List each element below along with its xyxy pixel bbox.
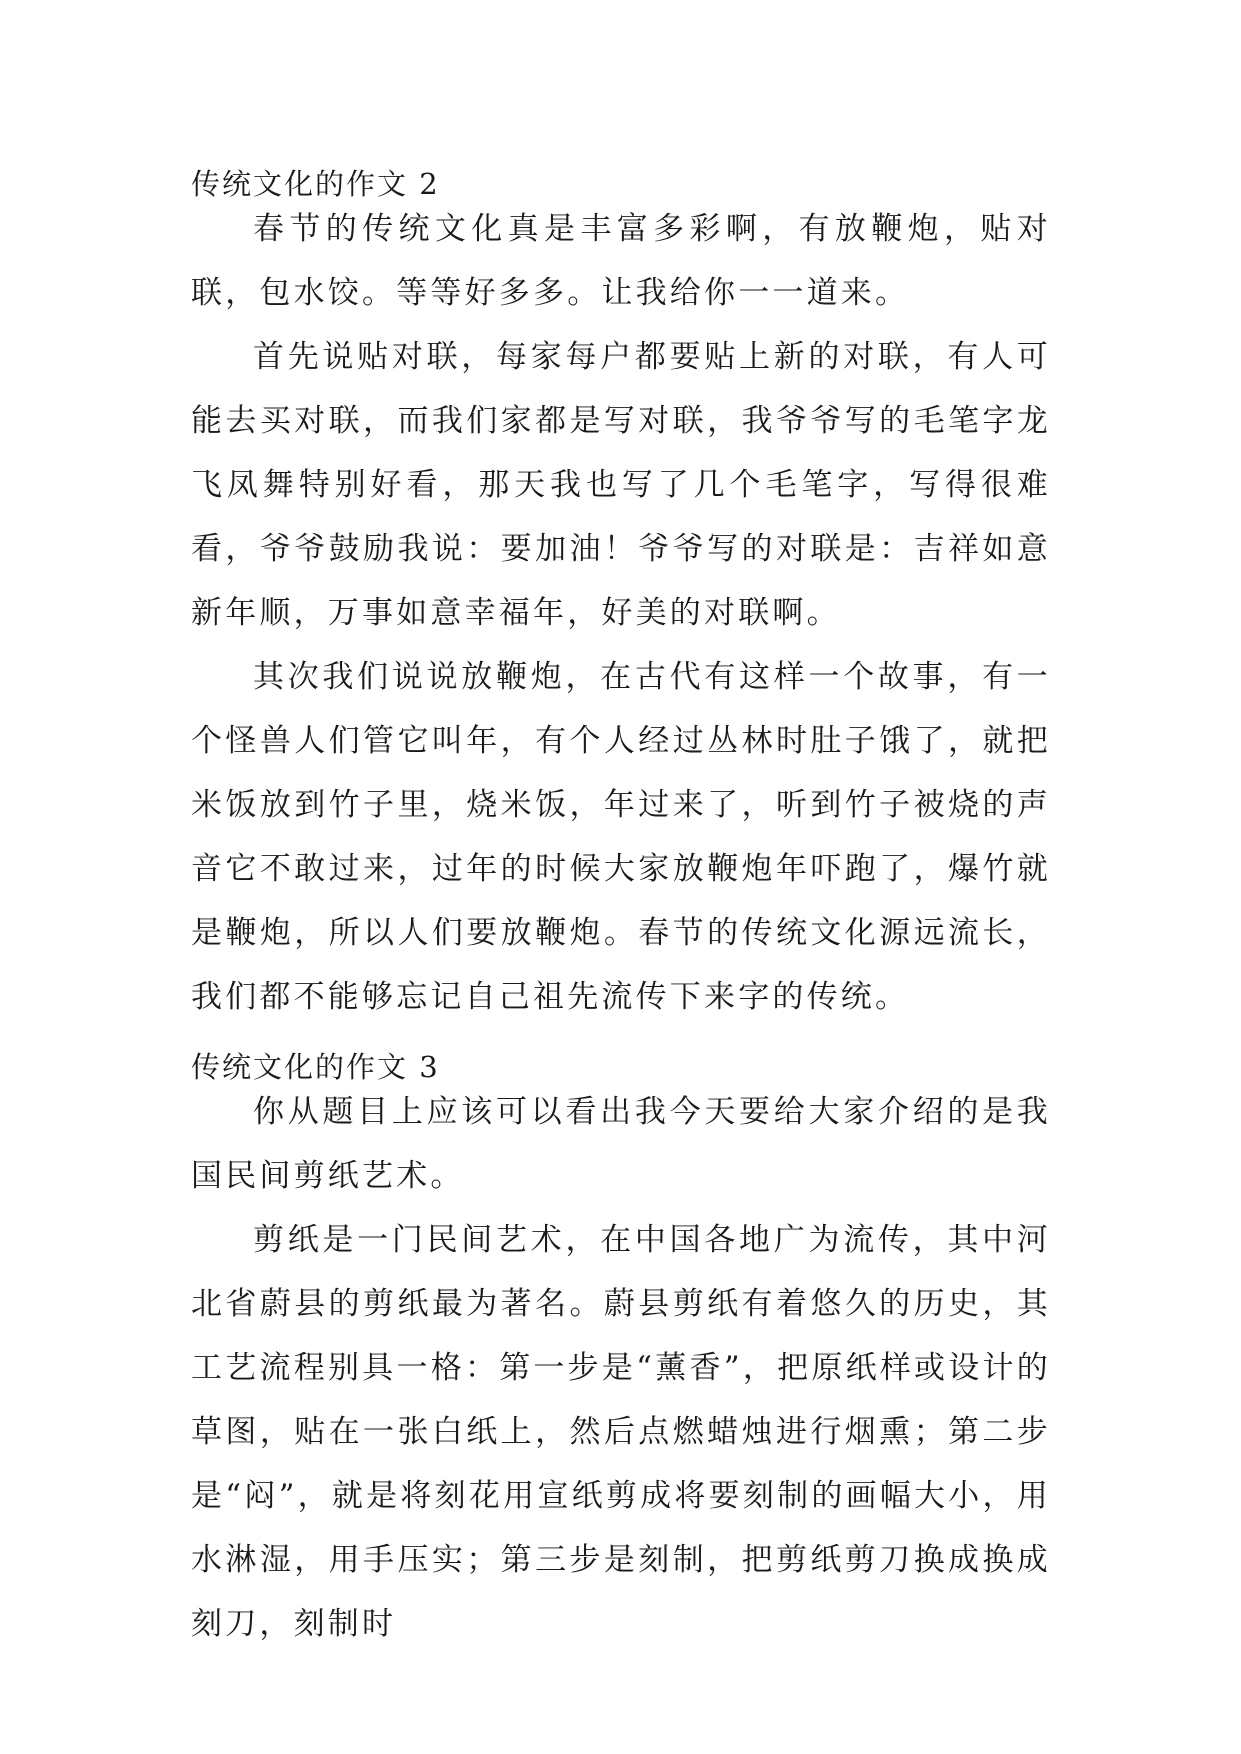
essay-2-paragraph-2: 首先说贴对联，每家每户都要贴上新的对联，有人可能去买对联，而我们家都是写对联，我爷爷写的毛笔字龙飞凤舞特别好看，那天我也写了几个毛笔字，写得很难看，爷爷鼓励我说：要加油！爷爷写的对联是：吉祥如意新年顺，万事如意幸福年，好美的对联啊。 [191,339,1051,631]
essay-3-title: 传统文化的作文 3 [191,1050,440,1084]
essay-2-paragraph-3: 其次我们说说放鞭炮，在古代有这样一个故事，有一个怪兽人们管它叫年，有个人经过丛林时肚子饿了，就把米饭放到竹子里，烧米饭，年过来了，听到竹子被烧的声音它不敢过来，过年的时候大家放鞭炮年吓跑了，爆竹就是鞭炮，所以人们要放鞭炮。春节的传统文化源远流长，我们都不能够忘记自己祖先流传下来字的传统。 [191,659,1051,1015]
essay-3-paragraph-1: 你从题目上应该可以看出我今天要给大家介绍的是我国民间剪纸艺术。 [191,1094,1051,1194]
essay-2-title: 传统文化的作文 2 [191,167,440,201]
essay-2-paragraph-1: 春节的传统文化真是丰富多彩啊，有放鞭炮，贴对联，包水饺。等等好多多。让我给你一一道来。 [191,211,1051,311]
essay-3-paragraph-2: 剪纸是一门民间艺术，在中国各地广为流传，其中河北省蔚县的剪纸最为著名。蔚县剪纸有着悠久的历史，其工艺流程别具一格：第一步是“薰香”，把原纸样或设计的草图，贴在一张白纸上，然后点燃蜡烛进行烟熏；第二步是“闷”，就是将刻花用宣纸剪成将要刻制的画幅大小，用水淋湿，用手压实；第三步是刻制，把剪纸剪刀换成换成刻刀，刻制时 [191,1222,1051,1642]
